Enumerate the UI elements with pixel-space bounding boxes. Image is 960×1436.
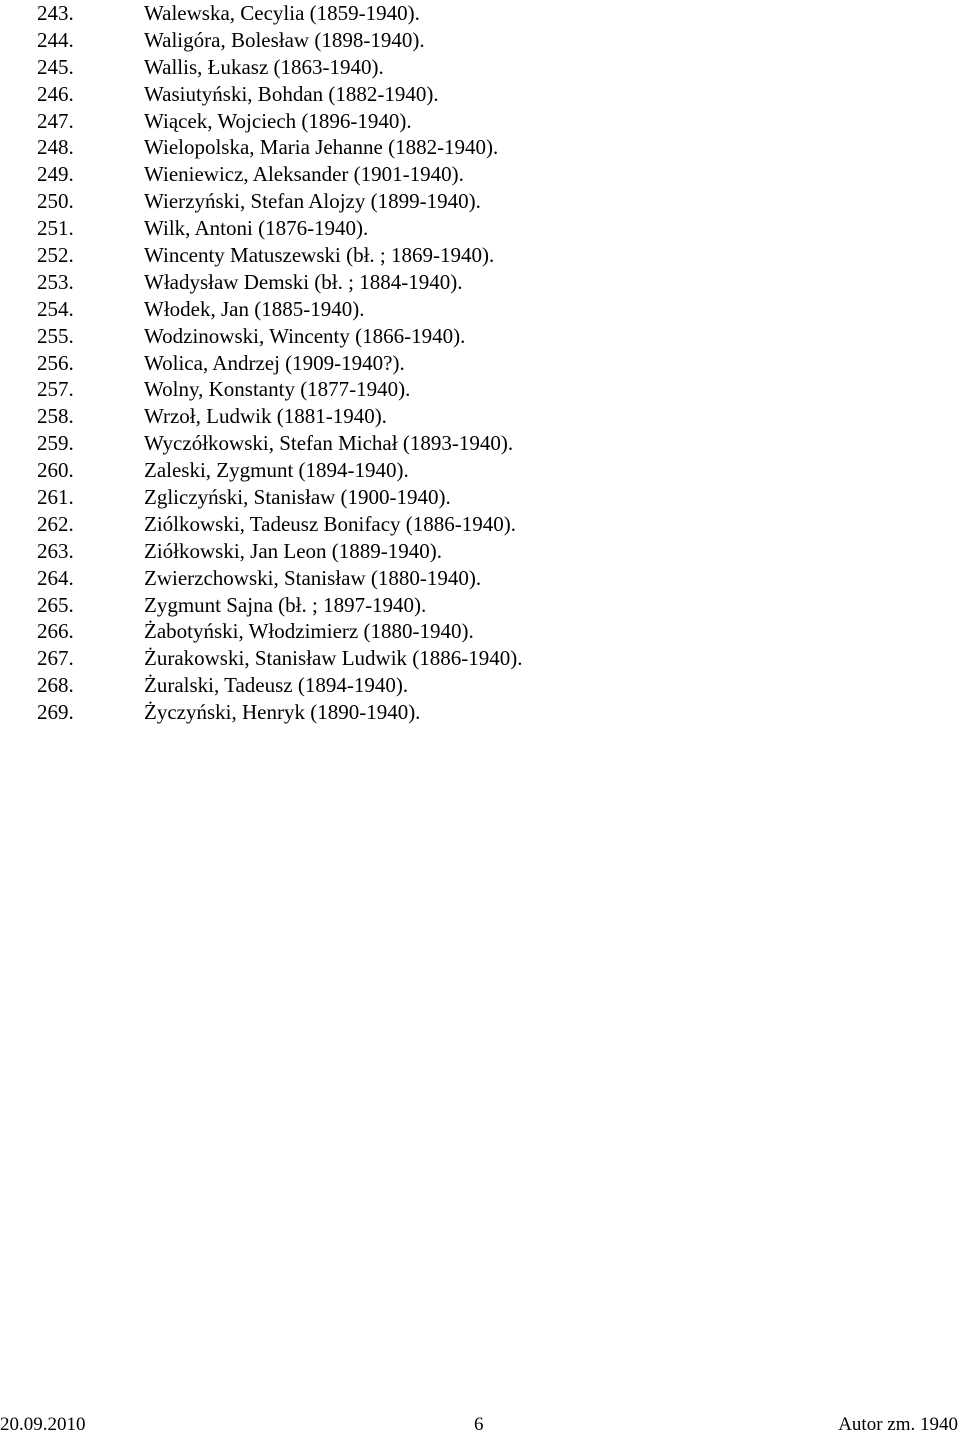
list-item — [37, 699, 523, 726]
entry-text: Wasiutyński, Bohdan (1882-1940). — [144, 81, 439, 106]
entry-number: 259. — [37, 431, 74, 456]
entry-number: 265. — [37, 592, 74, 617]
entry-number: 244. — [37, 27, 74, 52]
list-item — [37, 430, 523, 457]
list-item — [37, 215, 523, 242]
entry-number: 256. — [37, 350, 74, 375]
entry-text: Żurakowski, Stanisław Ludwik (1886-1940). — [144, 646, 523, 671]
entry-text: Waligóra, Bolesław (1898-1940). — [144, 27, 425, 52]
list-item — [37, 296, 523, 323]
list-item — [37, 269, 523, 296]
entry-text: Ziólkowski, Tadeusz Bonifacy (1886-1940). — [144, 511, 516, 536]
entry-text: Wolica, Andrzej (1909-1940?). — [144, 350, 405, 375]
list-item — [37, 484, 523, 511]
entry-text: Wieniewicz, Aleksander (1901-1940). — [144, 162, 464, 187]
entry-number: 263. — [37, 538, 74, 563]
entry-number: 246. — [37, 81, 74, 106]
list-item — [37, 108, 523, 135]
entry-number: 268. — [37, 673, 74, 698]
entry-number: 243. — [37, 1, 74, 25]
list-item — [37, 511, 523, 538]
entry-list — [37, 0, 523, 726]
entry-text: Wolny, Konstanty (1877-1940). — [144, 377, 411, 402]
entry-text: Wyczółkowski, Stefan Michał (1893-1940). — [144, 431, 514, 456]
page-footer — [0, 1414, 960, 1436]
list-item — [37, 161, 523, 188]
list-item — [37, 242, 523, 269]
entry-number: 255. — [37, 323, 74, 348]
entry-text: Wodzinowski, Wincenty (1866-1940). — [144, 323, 466, 348]
entry-text: Żuralski, Tadeusz (1894-1940). — [144, 673, 409, 698]
entry-number: 260. — [37, 458, 74, 483]
entry-text: Zygmunt Sajna (bł. ; 1897-1940). — [144, 592, 427, 617]
entry-number: 249. — [37, 162, 74, 187]
entry-number: 245. — [37, 54, 74, 79]
entry-text: Wrzoł, Ludwik (1881-1940). — [144, 404, 387, 429]
list-item — [37, 645, 523, 672]
list-item — [37, 376, 523, 403]
entry-text: Władysław Demski (bł. ; 1884-1940). — [144, 269, 463, 294]
list-item — [37, 134, 523, 161]
entry-number: 253. — [37, 269, 74, 294]
list-item — [37, 350, 523, 377]
list-item — [37, 672, 523, 699]
footer-page-number: 6 — [474, 1414, 484, 1435]
entry-text: Wilk, Antoni (1876-1940). — [144, 216, 369, 241]
entry-number: 250. — [37, 189, 74, 214]
entry-text: Wierzyński, Stefan Alojzy (1899-1940). — [144, 189, 481, 214]
entry-text: Zaleski, Zygmunt (1894-1940). — [144, 458, 409, 483]
entry-text: Zgliczyński, Stanisław (1900-1940). — [144, 485, 451, 510]
entry-number: 264. — [37, 565, 74, 590]
list-item — [37, 81, 523, 108]
list-item — [37, 403, 523, 430]
entry-text: Walewska, Cecylia (1859-1940). — [144, 1, 420, 25]
entry-number: 258. — [37, 404, 74, 429]
entry-text: Wielopolska, Maria Jehanne (1882-1940). — [144, 135, 499, 160]
list-item — [37, 538, 523, 565]
entry-number: 251. — [37, 216, 74, 241]
entry-text: Żabotyński, Włodzimierz (1880-1940). — [144, 619, 474, 644]
entry-number: 261. — [37, 485, 74, 510]
list-item — [37, 27, 523, 54]
entry-number: 252. — [37, 243, 74, 268]
footer-author: Autor zm. 1940 — [838, 1414, 958, 1435]
list-item — [37, 0, 523, 27]
entry-text: Wiącek, Wojciech (1896-1940). — [144, 108, 412, 133]
list-item — [37, 54, 523, 81]
entry-text: Wallis, Łukasz (1863-1940). — [144, 54, 384, 79]
entry-number: 247. — [37, 108, 74, 133]
footer-date: 20.09.2010 — [0, 1414, 86, 1435]
list-item — [37, 457, 523, 484]
list-item — [37, 565, 523, 592]
entry-number: 267. — [37, 646, 74, 671]
entry-number: 248. — [37, 135, 74, 160]
list-item — [37, 618, 523, 645]
entry-text: Włodek, Jan (1885-1940). — [144, 296, 365, 321]
entry-number: 262. — [37, 511, 74, 536]
entry-text: Wincenty Matuszewski (bł. ; 1869-1940). — [144, 243, 495, 268]
list-item — [37, 592, 523, 619]
list-item — [37, 323, 523, 350]
entry-number: 254. — [37, 296, 74, 321]
entry-number: 269. — [37, 700, 74, 725]
entry-text: Zwierzchowski, Stanisław (1880-1940). — [144, 565, 482, 590]
entry-number: 257. — [37, 377, 74, 402]
list-item — [37, 188, 523, 215]
entry-number: 266. — [37, 619, 74, 644]
entry-text: Życzyński, Henryk (1890-1940). — [144, 700, 421, 725]
entry-text: Ziółkowski, Jan Leon (1889-1940). — [144, 538, 443, 563]
